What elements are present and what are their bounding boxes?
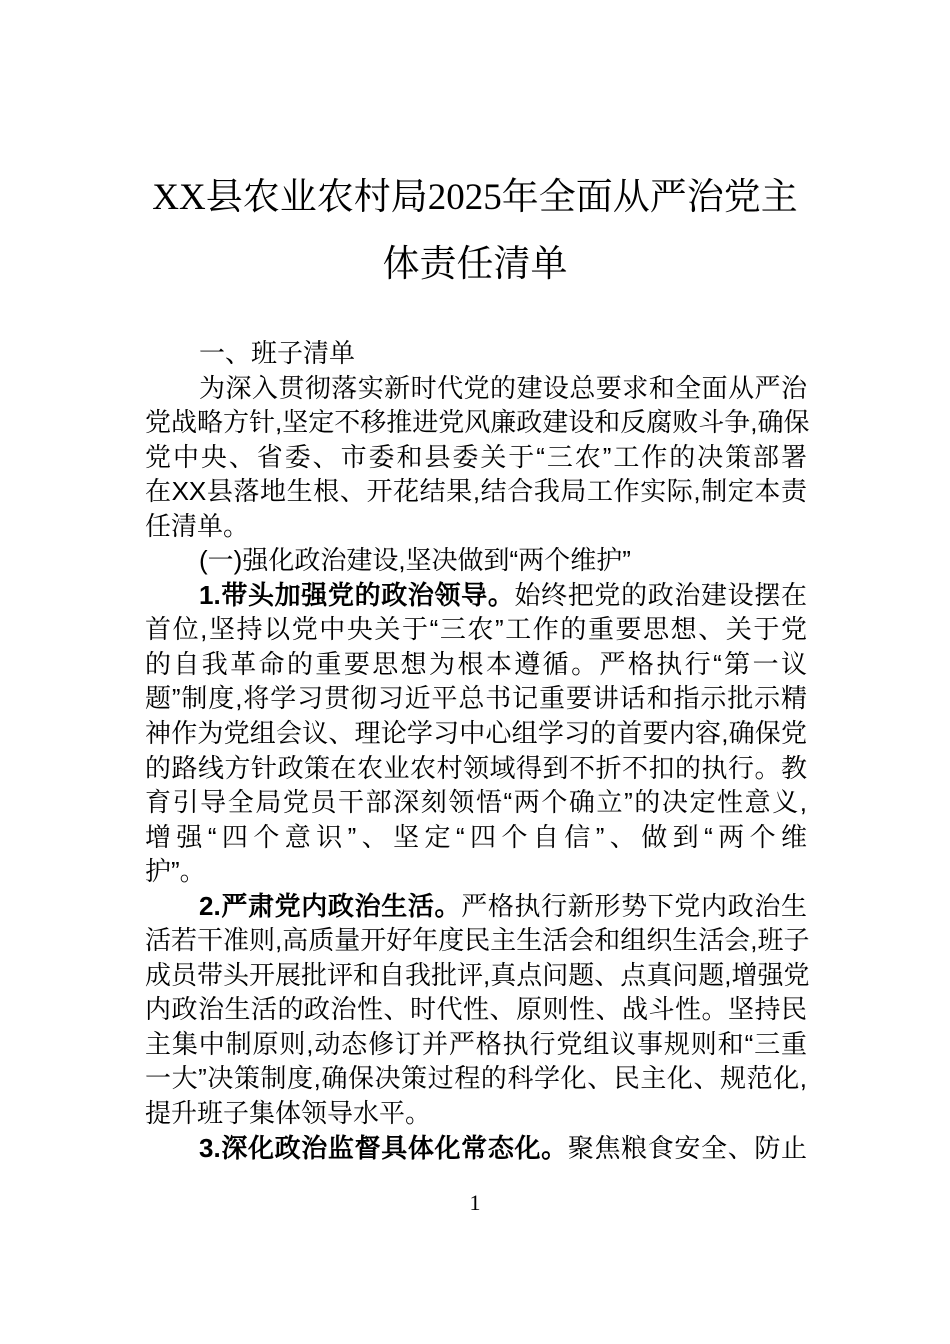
item2-line: 一大”决策制度,确保决策过程的科学化、民主化、规范化, [145,1063,807,1094]
item2-text: 严格执行新形势下党内政治生 [461,890,807,921]
item1-line: 题”制度,将学习贯彻习近平总书记重要讲话和指示批示精 [145,683,807,714]
intro-line: 任清单。 [145,510,250,541]
document-title-line-1: XX县农业农村局2025年全面从严治党主 [152,177,798,218]
item1-text: 始终把党的政治建设摆在 [514,579,807,610]
item1-lead: 1.带头加强党的政治领导。 [199,579,515,610]
item2-line: 提升班子集体领导水平。 [145,1098,432,1129]
item2-lead: 2.严肃党内政治生活。 [199,890,462,921]
item1-line: 的路线方针政策在农业农村领域得到不折不扣的执行。教 [145,752,807,783]
item3-text: 聚焦粮食安全、防止 [567,1132,807,1163]
intro-line: 党中央、省委、市委和县委关于“三农”工作的决策部署 [145,441,807,472]
item1-line [145,578,807,613]
section-heading: 一、班子清单 [199,338,356,368]
item3-lead: 3.深化政治监督具体化常态化。 [199,1132,568,1163]
intro-line: 在XX县落地生根、开花结果,结合我局工作实际,制定本责 [145,476,807,507]
item1-line: 护”。 [145,856,206,887]
page-number: 1 [469,1190,481,1215]
item2-line [145,889,807,924]
item2-line: 主集中制原则,动态修订并严格执行党组议事规则和“三重 [145,1028,807,1059]
item1-line: 神作为党组会议、理论学习中心组学习的首要内容,确保党 [145,718,807,749]
subsection-heading: (一)强化政治建设,坚决做到“两个维护” [199,545,631,576]
item1-line: 首位,坚持以党中央关于“三农”工作的重要思想、关于党 [145,614,807,645]
item2-line: 成员带头开展批评和自我批评,真点问题、点真问题,增强党 [145,959,810,990]
item2-line: 活若干准则,高质量开好年度民主生活会和组织生活会,班子 [145,925,810,956]
document-body [145,336,810,1165]
intro-line: 为深入贯彻落实新时代党的建设总要求和全面从严治 [199,372,807,403]
item1-line: 育引导全局党员干部深刻领悟“两个确立”的决定性意义, [145,787,807,818]
intro-line: 党战略方针,坚定不移推进党风廉政建设和反腐败斗争,确保 [145,407,810,438]
item2-line: 内政治生活的政治性、时代性、原则性、战斗性。坚持民 [145,994,807,1025]
item3-line [145,1131,807,1166]
item1-line: 增强“四个意识”、坚定“四个自信”、做到“两个维 [145,821,807,852]
document-title-line-2: 体责任清单 [382,244,568,285]
item1-line: 的自我革命的重要思想为根本遵循。严格执行“第一议 [145,648,807,679]
